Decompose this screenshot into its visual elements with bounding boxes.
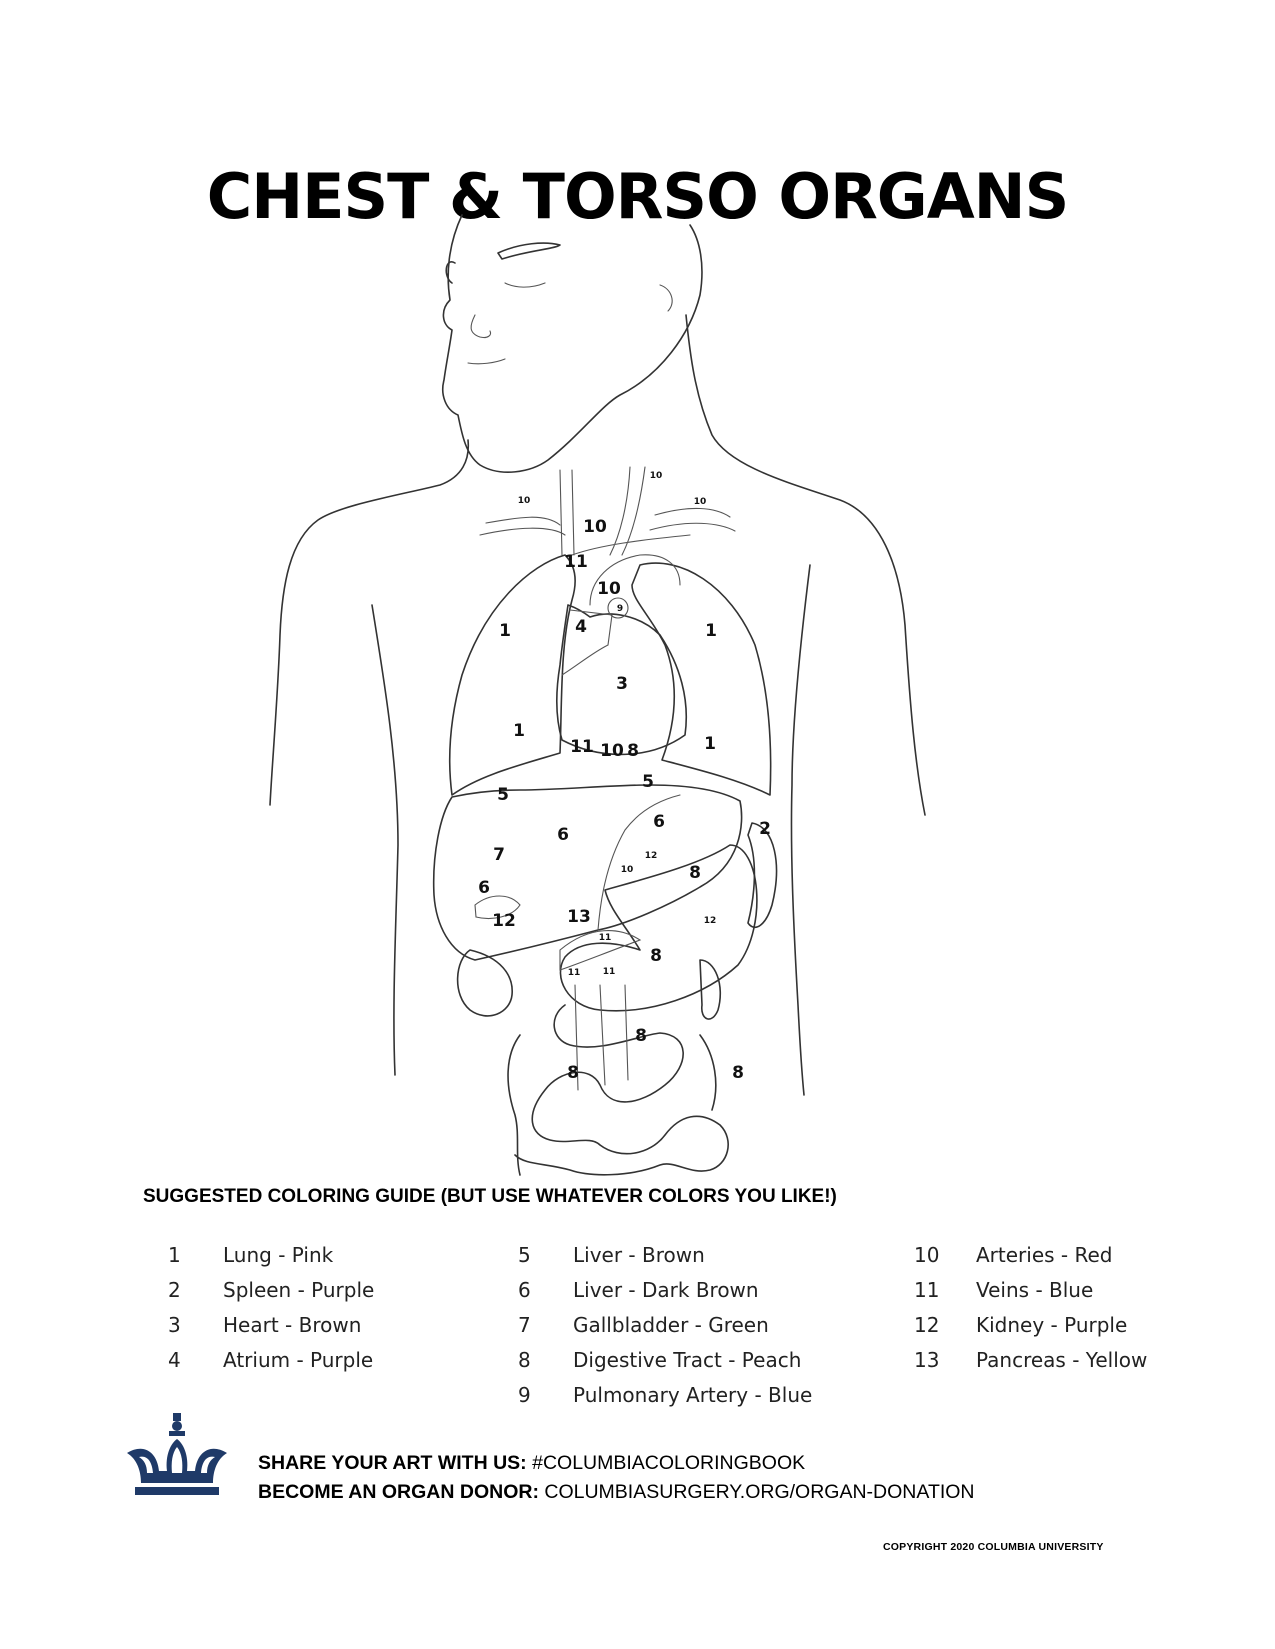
label-10: 10 (649, 471, 663, 481)
mouth-outline (468, 359, 505, 364)
coloring-guide-heading: SUGGESTED COLORING GUIDE (BUT USE WHATEVER COLORS YOU LIKE!) (143, 1186, 837, 1207)
label-1: 1 (513, 721, 525, 741)
legend-item: 8 Digestive Tract - Peach (518, 1348, 802, 1372)
label-8: 8 (650, 946, 662, 966)
share-hashtag: #COLUMBIACOLORINGBOOK (532, 1452, 806, 1474)
share-line (258, 1449, 975, 1478)
label-8: 8 (567, 1063, 579, 1083)
legend-item: 5 Liver - Brown (518, 1243, 705, 1267)
legend-item: 7 Gallbladder - Green (518, 1313, 769, 1337)
legend-item: 6 Liver - Dark Brown (518, 1278, 759, 1302)
label-12: 12 (492, 911, 516, 931)
share-label: SHARE YOUR ART WITH US: (258, 1452, 527, 1474)
torso-left-side (372, 605, 398, 1075)
head-outline (443, 215, 702, 472)
large-intestine (508, 1035, 716, 1175)
label-10: 10 (517, 496, 531, 506)
liver-division (598, 795, 680, 930)
label-8: 8 (627, 741, 639, 761)
label-10: 10 (620, 865, 634, 875)
label-11: 11 (598, 933, 612, 943)
legend-item: 13 Pancreas - Yellow (914, 1348, 1148, 1372)
label-6: 6 (653, 812, 665, 832)
stomach (560, 845, 756, 1011)
label-8: 8 (635, 1026, 647, 1046)
label-8: 8 (732, 1063, 744, 1083)
small-intestine (515, 1005, 728, 1175)
atrium (562, 610, 612, 675)
label-1: 1 (705, 621, 717, 641)
label-13: 13 (567, 907, 591, 927)
legend-item: 10 Arteries - Red (914, 1243, 1113, 1267)
vessels (480, 467, 735, 555)
torso-right-side (791, 565, 810, 1095)
anatomy-illustration (0, 205, 1275, 1180)
lung-right (632, 563, 771, 795)
legend-item: 11 Veins - Blue (914, 1278, 1094, 1302)
label-12: 12 (703, 916, 717, 926)
ear-right-outline (660, 285, 672, 311)
donor-link[interactable]: COLUMBIASURGERY.ORG/ORGAN-DONATION (544, 1481, 975, 1503)
lower-vessels (575, 985, 628, 1090)
label-5: 5 (497, 785, 509, 805)
page-title: CHEST & TORSO ORGANS (206, 159, 1069, 233)
footer-info (258, 1449, 975, 1507)
eye-outline (505, 283, 545, 287)
label-11: 11 (567, 968, 581, 978)
lung-left (450, 555, 575, 795)
legend-item: 4 Atrium - Purple (168, 1348, 374, 1372)
legend-item: 9 Pulmonary Artery - Blue (518, 1383, 813, 1407)
label-3: 3 (616, 674, 628, 694)
copyright: COPYRIGHT 2020 COLUMBIA UNIVERSITY (883, 1541, 1104, 1553)
label-9: 9 (616, 604, 624, 614)
label-4: 4 (575, 617, 587, 637)
legend-item: 3 Heart - Brown (168, 1313, 362, 1337)
donor-label: BECOME AN ORGAN DONOR: (258, 1481, 539, 1503)
neck-right (686, 315, 925, 815)
label-5: 5 (642, 772, 654, 792)
kidney-left (458, 950, 513, 1016)
label-1: 1 (499, 621, 511, 641)
label-8: 8 (689, 863, 701, 883)
nose-outline (471, 315, 490, 338)
label-10: 10 (693, 497, 707, 507)
label-6: 6 (557, 825, 569, 845)
legend-column-1 (168, 1238, 374, 1378)
label-10: 10 (597, 579, 621, 599)
legend-item: 12 Kidney - Purple (914, 1313, 1128, 1337)
eyebrow-outline (498, 243, 560, 259)
label-10: 10 (600, 741, 624, 761)
legend-item: 1 Lung - Pink (168, 1243, 334, 1267)
label-11: 11 (602, 967, 616, 977)
label-7: 7 (493, 845, 505, 865)
label-1: 1 (704, 734, 716, 754)
legend-column-2 (518, 1238, 812, 1413)
neck-left (270, 440, 468, 805)
label-10: 10 (583, 517, 607, 537)
columbia-crown-icon (125, 1413, 230, 1508)
label-12: 12 (644, 851, 658, 861)
label-2: 2 (759, 819, 771, 839)
legend-item: 2 Spleen - Purple (168, 1278, 375, 1302)
label-6: 6 (478, 878, 490, 898)
label-11: 11 (564, 552, 588, 572)
donor-line (258, 1478, 975, 1507)
label-11: 11 (570, 737, 594, 757)
torso-outline-drawing (0, 205, 1275, 1180)
legend-column-3 (914, 1238, 1147, 1378)
